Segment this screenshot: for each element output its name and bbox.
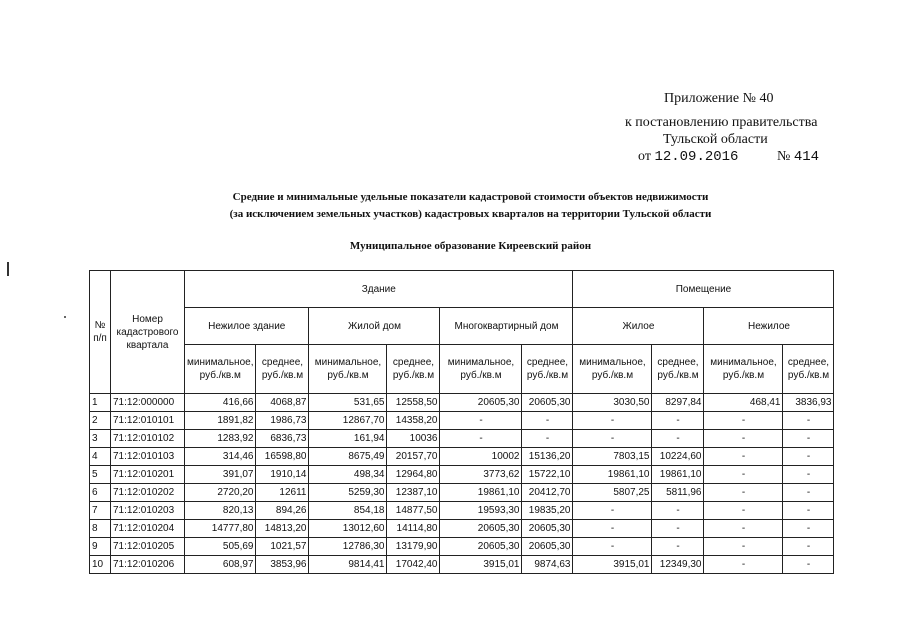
- value-cell: -: [704, 556, 783, 574]
- value-cell: 9874,63: [522, 556, 573, 574]
- value-cell: 531,65: [309, 394, 387, 412]
- row-number: 9: [90, 538, 111, 556]
- row-number: 3: [90, 430, 111, 448]
- value-cell: 2720,20: [185, 484, 256, 502]
- row-number: 8: [90, 520, 111, 538]
- header-avg: среднее, руб./кв.м: [387, 345, 440, 394]
- value-cell: 19593,30: [440, 502, 522, 520]
- value-cell: -: [573, 520, 652, 538]
- value-cell: 608,97: [185, 556, 256, 574]
- value-cell: 13179,90: [387, 538, 440, 556]
- value-cell: 20605,30: [522, 538, 573, 556]
- row-number: 5: [90, 466, 111, 484]
- value-cell: -: [573, 538, 652, 556]
- header-nonres-building: Нежилое здание: [185, 308, 309, 345]
- value-cell: 12611: [256, 484, 309, 502]
- value-cell: 14114,80: [387, 520, 440, 538]
- value-cell: 5259,30: [309, 484, 387, 502]
- cadastral-number: 71:12:010201: [111, 466, 185, 484]
- cadastral-number: 71:12:010205: [111, 538, 185, 556]
- number-value: 414: [793, 149, 820, 165]
- value-cell: 12349,30: [652, 556, 704, 574]
- value-cell: 14358,20: [387, 412, 440, 430]
- value-cell: 19861,10: [652, 466, 704, 484]
- header-residential: Жилое: [573, 308, 704, 345]
- value-cell: 9814,41: [309, 556, 387, 574]
- value-cell: 12867,70: [309, 412, 387, 430]
- value-cell: 416,66: [185, 394, 256, 412]
- header-avg: среднее, руб./кв.м: [522, 345, 573, 394]
- value-cell: 16598,80: [256, 448, 309, 466]
- date-value: 12.09.2016: [654, 149, 739, 165]
- header-kad: Номер кадастрового квартала: [111, 271, 185, 394]
- value-cell: 20605,30: [440, 394, 522, 412]
- value-cell: 3915,01: [440, 556, 522, 574]
- value-cell: -: [783, 502, 834, 520]
- cadastral-number: 71:12:010204: [111, 520, 185, 538]
- header-avg: среднее, руб./кв.м: [652, 345, 704, 394]
- cadastral-table: [89, 270, 834, 574]
- value-cell: 20412,70: [522, 484, 573, 502]
- table-row: [90, 502, 834, 520]
- appendix-resolution: к постановлению правительства: [625, 115, 818, 130]
- header-premises: Помещение: [573, 271, 834, 308]
- value-cell: 17042,40: [387, 556, 440, 574]
- value-cell: 10224,60: [652, 448, 704, 466]
- scan-dot: [64, 316, 66, 318]
- value-cell: -: [704, 466, 783, 484]
- table-row: [90, 520, 834, 538]
- row-number: 2: [90, 412, 111, 430]
- cadastral-number: 71:12:010103: [111, 448, 185, 466]
- value-cell: 10002: [440, 448, 522, 466]
- value-cell: 314,46: [185, 448, 256, 466]
- value-cell: -: [440, 430, 522, 448]
- value-cell: 14777,80: [185, 520, 256, 538]
- value-cell: -: [704, 448, 783, 466]
- value-cell: -: [783, 412, 834, 430]
- value-cell: 14813,20: [256, 520, 309, 538]
- value-cell: -: [522, 430, 573, 448]
- date-prefix: от: [638, 149, 651, 164]
- header-num: № п/п: [90, 271, 111, 394]
- cadastral-number: 71:12:010203: [111, 502, 185, 520]
- value-cell: -: [573, 412, 652, 430]
- value-cell: 20605,30: [522, 520, 573, 538]
- table-row: [90, 448, 834, 466]
- row-number: 4: [90, 448, 111, 466]
- table-row: [90, 538, 834, 556]
- value-cell: 6836,73: [256, 430, 309, 448]
- cadastral-number: 71:12:010101: [111, 412, 185, 430]
- value-cell: -: [783, 556, 834, 574]
- row-number: 7: [90, 502, 111, 520]
- cadastral-number: 71:12:010102: [111, 430, 185, 448]
- header-min: минимальное, руб./кв.м: [185, 345, 256, 394]
- value-cell: -: [704, 430, 783, 448]
- scan-mark: [7, 262, 9, 276]
- value-cell: 12786,30: [309, 538, 387, 556]
- value-cell: -: [704, 520, 783, 538]
- value-cell: 468,41: [704, 394, 783, 412]
- table-row: [90, 412, 834, 430]
- value-cell: 3030,50: [573, 394, 652, 412]
- value-cell: -: [783, 520, 834, 538]
- value-cell: -: [652, 430, 704, 448]
- value-cell: 3773,62: [440, 466, 522, 484]
- table-row: [90, 484, 834, 502]
- value-cell: 20605,30: [522, 394, 573, 412]
- appendix-region: Тульской области: [663, 132, 768, 147]
- value-cell: -: [783, 430, 834, 448]
- value-cell: 1986,73: [256, 412, 309, 430]
- header-apartment-building: Многоквартирный дом: [440, 308, 573, 345]
- value-cell: -: [783, 538, 834, 556]
- value-cell: 15136,20: [522, 448, 573, 466]
- value-cell: 161,94: [309, 430, 387, 448]
- cadastral-number: 71:12:010206: [111, 556, 185, 574]
- value-cell: 894,26: [256, 502, 309, 520]
- appendix-number: Приложение № 40: [664, 91, 774, 106]
- municipality-title: Муниципальное образование Киреевский район: [349, 240, 592, 252]
- value-cell: 19861,10: [573, 466, 652, 484]
- cadastral-number: 71:12:000000: [111, 394, 185, 412]
- header-avg: среднее, руб./кв.м: [783, 345, 834, 394]
- value-cell: -: [522, 412, 573, 430]
- document-title-line1: Средние и минимальные удельные показатели кадастровой стоимости объектов недвижимости: [232, 191, 709, 203]
- value-cell: -: [704, 412, 783, 430]
- header-row-2: [90, 308, 834, 345]
- header-row-1: [90, 271, 834, 308]
- value-cell: 4068,87: [256, 394, 309, 412]
- number-prefix: №: [777, 149, 791, 164]
- table-row: [90, 430, 834, 448]
- value-cell: 12558,50: [387, 394, 440, 412]
- value-cell: 391,07: [185, 466, 256, 484]
- value-cell: 3836,93: [783, 394, 834, 412]
- value-cell: -: [704, 538, 783, 556]
- value-cell: 3915,01: [573, 556, 652, 574]
- header-avg: среднее, руб./кв.м: [256, 345, 309, 394]
- table-row: [90, 394, 834, 412]
- value-cell: -: [652, 502, 704, 520]
- value-cell: 5807,25: [573, 484, 652, 502]
- value-cell: -: [704, 502, 783, 520]
- value-cell: 20605,30: [440, 520, 522, 538]
- value-cell: 12964,80: [387, 466, 440, 484]
- value-cell: 498,34: [309, 466, 387, 484]
- value-cell: -: [783, 448, 834, 466]
- value-cell: -: [573, 502, 652, 520]
- appendix-doc-number: [777, 147, 819, 167]
- value-cell: 7803,15: [573, 448, 652, 466]
- row-number: 6: [90, 484, 111, 502]
- header-nonresidential: Нежилое: [704, 308, 834, 345]
- value-cell: -: [704, 484, 783, 502]
- value-cell: -: [783, 484, 834, 502]
- document-title-line2: (за исключением земельных участков) кадастровых кварталов на территории Тульской области: [229, 208, 712, 220]
- value-cell: 8297,84: [652, 394, 704, 412]
- value-cell: 5811,96: [652, 484, 704, 502]
- cadastral-number: 71:12:010202: [111, 484, 185, 502]
- header-row-3: [90, 345, 834, 394]
- value-cell: 13012,60: [309, 520, 387, 538]
- value-cell: 8675,49: [309, 448, 387, 466]
- table-row: [90, 466, 834, 484]
- value-cell: 20157,70: [387, 448, 440, 466]
- value-cell: 1910,14: [256, 466, 309, 484]
- header-min: минимальное, руб./кв.м: [704, 345, 783, 394]
- value-cell: 1021,57: [256, 538, 309, 556]
- value-cell: -: [783, 466, 834, 484]
- value-cell: 14877,50: [387, 502, 440, 520]
- row-number: 10: [90, 556, 111, 574]
- value-cell: -: [652, 412, 704, 430]
- value-cell: -: [573, 430, 652, 448]
- value-cell: 15722,10: [522, 466, 573, 484]
- header-house: Жилой дом: [309, 308, 440, 345]
- header-building: Здание: [185, 271, 573, 308]
- value-cell: 10036: [387, 430, 440, 448]
- value-cell: 820,13: [185, 502, 256, 520]
- value-cell: 3853,96: [256, 556, 309, 574]
- row-number: 1: [90, 394, 111, 412]
- value-cell: -: [440, 412, 522, 430]
- header-min: минимальное, руб./кв.м: [309, 345, 387, 394]
- value-cell: 854,18: [309, 502, 387, 520]
- value-cell: 19861,10: [440, 484, 522, 502]
- value-cell: 1891,82: [185, 412, 256, 430]
- header-min: минимальное, руб./кв.м: [573, 345, 652, 394]
- value-cell: 19835,20: [522, 502, 573, 520]
- value-cell: 12387,10: [387, 484, 440, 502]
- value-cell: 505,69: [185, 538, 256, 556]
- value-cell: 1283,92: [185, 430, 256, 448]
- value-cell: -: [652, 520, 704, 538]
- appendix-date: [638, 147, 738, 167]
- header-min: минимальное, руб./кв.м: [440, 345, 522, 394]
- value-cell: 20605,30: [440, 538, 522, 556]
- value-cell: -: [652, 538, 704, 556]
- table-row: [90, 556, 834, 574]
